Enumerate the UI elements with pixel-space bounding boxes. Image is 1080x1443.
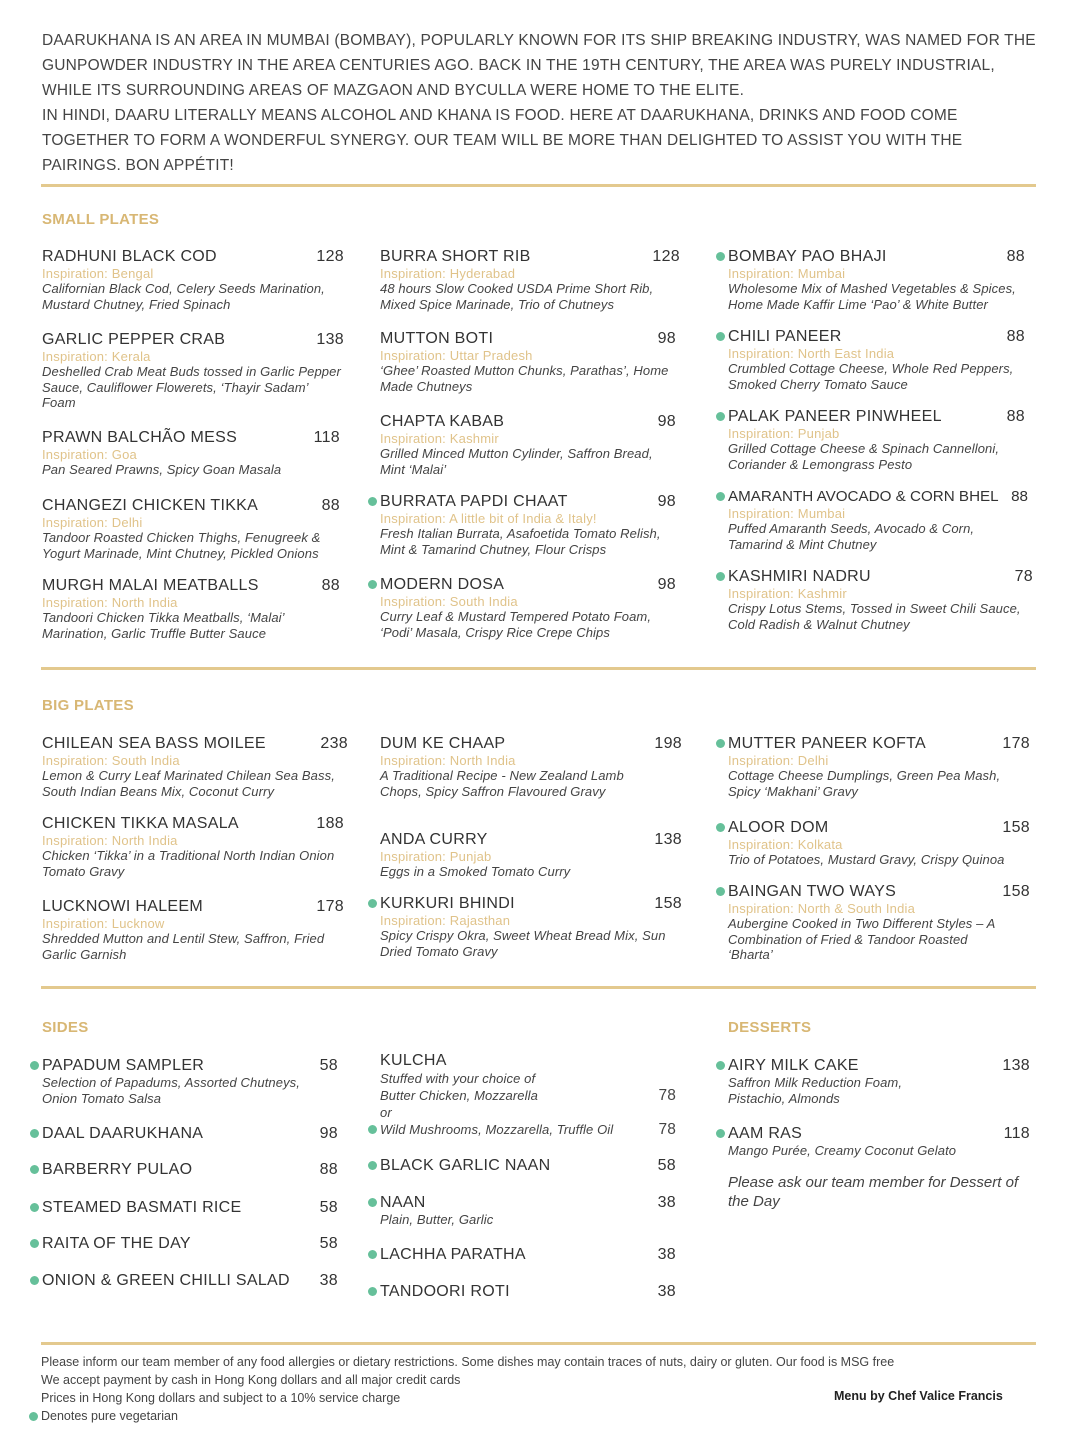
item-name: DUM KE CHAAP: [380, 735, 506, 752]
menu-item: [380, 831, 682, 880]
item-description: Pan Seared Prawns, Spicy Goan Masala: [42, 462, 282, 477]
item-name: BAINGAN TWO WAYS: [728, 883, 897, 900]
item-price: 158: [654, 895, 682, 912]
item-description: Spicy Crispy Okra, Sweet Wheat Bread Mix, Sun Dried Tomato Gravy: [380, 928, 666, 959]
item-price: 58: [319, 1199, 338, 1216]
menu-item: [380, 1246, 676, 1264]
menu-item: [728, 819, 1030, 868]
kulcha-option-2: [380, 1121, 676, 1138]
menu-item: [728, 328, 1025, 392]
item-name: CHANGEZI CHICKEN TIKKA: [42, 497, 259, 514]
item-inspiration: Inspiration: Bengal: [42, 266, 154, 281]
menu-item: [42, 815, 344, 879]
item-description: A Traditional Recipe - New Zealand Lamb Chops, Spicy Saffron Flavoured Gravy: [380, 768, 624, 799]
item-description: Crumbled Cottage Cheese, Whole Red Peppers, Smoked Cherry Tomato Sauce: [728, 361, 1014, 392]
item-name: DAAL DAARUKHANA: [42, 1125, 204, 1142]
menu-item: [728, 735, 1030, 799]
kulcha-option-1-price: 78: [658, 1087, 676, 1104]
item-inspiration: Inspiration: Kashmir: [380, 431, 499, 446]
menu-item: [42, 898, 344, 962]
item-name: PAPADUM SAMPLER: [42, 1057, 205, 1074]
veg-legend: [41, 1407, 894, 1425]
intro-paragraph-1: DAARUKHANA IS AN AREA IN MUMBAI (BOMBAY), POPULARLY KNOWN FOR ITS SHIP BREAKING INDUSTRY, WAS NAMED FOR THE GUNPOWDER INDUSTRY IN THE AREA CENTURIES AGO. BACK IN THE 19TH CENTURY, THE AREA WAS PURELY INDUSTRIAL, WHILE ITS SURROUNDING AREAS OF MAZGAON AND BYCULLA WERE HOME TO THE ELITE.: [42, 32, 1036, 99]
item-price: 38: [657, 1283, 676, 1300]
divider: [41, 1342, 1036, 1345]
item-name: BOMBAY PAO BHAJI: [728, 248, 887, 265]
menu-item: [42, 248, 344, 312]
menu-item: [380, 1283, 676, 1301]
chef-credit: Menu by Chef Valice Francis: [834, 1389, 1003, 1403]
item-name: BURRA SHORT RIB: [380, 248, 531, 265]
item-inspiration: Inspiration: North India: [380, 753, 516, 768]
item-description: Grilled Cottage Cheese & Spinach Cannelloni, Coriander & Lemongrass Pesto: [728, 441, 1000, 472]
item-name: ONION & GREEN CHILLI SALAD: [42, 1272, 290, 1289]
item-inspiration: Inspiration: Delhi: [728, 753, 829, 768]
menu-item: [728, 488, 1028, 552]
divider: [41, 667, 1036, 670]
item-name: NAAN: [380, 1194, 426, 1211]
item-name: CHAPTA KABAB: [380, 413, 505, 430]
item-price: 158: [1002, 819, 1030, 836]
item-description: Aubergine Cooked in Two Different Styles – A Combination of Fried & Tandoor Roasted ‘Bharta’: [728, 916, 995, 962]
item-description: Eggs in a Smoked Tomato Curry: [380, 864, 571, 879]
menu-item: [42, 1235, 338, 1253]
item-name: AIRY MILK CAKE: [728, 1057, 859, 1074]
item-price: 88: [321, 497, 340, 514]
item-inspiration: Inspiration: Kolkata: [728, 837, 843, 852]
item-price: 98: [657, 493, 676, 510]
menu-item: [42, 1199, 338, 1217]
menu-item: [728, 248, 1025, 312]
menu-item: [42, 735, 348, 799]
item-name: RAITA OF THE DAY: [42, 1235, 191, 1252]
item-price: 118: [1003, 1125, 1030, 1142]
item-price: 128: [652, 248, 680, 265]
item-price: 198: [654, 735, 682, 752]
item-price: 88: [1006, 328, 1025, 345]
item-name: AAM RAS: [728, 1125, 803, 1142]
menu-item: [380, 413, 676, 477]
item-inspiration: Inspiration: Punjab: [728, 426, 840, 441]
item-name: LUCKNOWI HALEEM: [42, 898, 203, 915]
item-price: 178: [316, 898, 344, 915]
intro-paragraph-2: IN HINDI, DAARU LITERALLY MEANS ALCOHOL AND KHANA IS FOOD. HERE AT DAARUKHANA, DRINKS AND FOOD COME TOGETHER TO FORM A WONDERFUL SYNERGY. OUR TEAM WILL BE MORE THAN DELIGHTED TO ASSIST YOU WITH THE PAIRINGS. BON APPÉTIT!: [42, 107, 963, 174]
item-inspiration: Inspiration: South India: [42, 753, 180, 768]
section-title-big-plates: BIG PLATES: [42, 697, 134, 714]
allergy-note: Please inform our team member of any food allergies or dietary restrictions. Some dishes may contain traces of nuts, dairy or gluten. Our food is MSG free: [41, 1355, 895, 1369]
menu-item: [380, 1194, 676, 1228]
item-inspiration: Inspiration: Delhi: [42, 515, 143, 530]
item-name: ANDA CURRY: [380, 831, 488, 848]
item-inspiration: Inspiration: South India: [380, 594, 518, 609]
item-price: 88: [1011, 488, 1028, 505]
kulcha-option-1-text: Butter Chicken, Mozzarella: [380, 1088, 538, 1103]
item-description: Fresh Italian Burrata, Asafoetida Tomato Relish, Mint & Tamarind Chutney, Flour Crisps: [380, 526, 661, 557]
item-name: PALAK PANEER PINWHEEL: [728, 408, 942, 425]
item-name: TANDOORI ROTI: [380, 1283, 510, 1300]
item-price: 78: [1014, 568, 1033, 585]
price-note: Prices in Hong Kong dollars and subject to a 10% service charge: [41, 1391, 401, 1405]
dessert-note: Please ask our team member for Dessert of the Day: [728, 1174, 1019, 1210]
item-description: 48 hours Slow Cooked USDA Prime Short Rib, Mixed Spice Marinade, Trio of Chutneys: [380, 281, 654, 312]
item-inspiration: Inspiration: North India: [42, 595, 178, 610]
item-inspiration: Inspiration: Kerala: [42, 349, 151, 364]
item-price: 38: [657, 1246, 676, 1263]
item-inspiration: Inspiration: A little bit of India & Italy!: [380, 511, 597, 526]
item-price: 88: [321, 577, 340, 594]
menu-item: [728, 1057, 1030, 1106]
item-description: Curry Leaf & Mustard Tempered Potato Foam, ‘Podi’ Masala, Crispy Rice Crepe Chips: [380, 609, 652, 640]
item-name: AMARANTH AVOCADO & CORN BHEL: [728, 488, 999, 505]
item-description: Grilled Minced Mutton Cylinder, Saffron Bread, Mint ‘Malai’: [380, 446, 653, 477]
item-name: MUTTON BOTI: [380, 330, 494, 347]
item-inspiration: Inspiration: North East India: [728, 346, 895, 361]
item-name: CHILI PANEER: [728, 328, 842, 345]
item-price: 58: [319, 1235, 338, 1252]
item-price: 138: [1002, 1057, 1030, 1074]
item-description: Deshelled Crab Meat Buds tossed in Garlic Pepper Sauce, Cauliflower Flowerets, ‘Thayir Sadam’ Foam: [42, 364, 341, 410]
item-inspiration: Inspiration: Mumbai: [728, 266, 846, 281]
item-price: 128: [316, 248, 344, 265]
item-inspiration: Inspiration: Mumbai: [728, 506, 846, 521]
item-description: ‘Ghee’ Roasted Mutton Chunks, Parathas’, Home Made Chutneys: [380, 363, 669, 394]
item-name: STEAMED BASMATI RICE: [42, 1199, 242, 1216]
item-description: Californian Black Cod, Celery Seeds Marination, Mustard Chutney, Fried Spinach: [42, 281, 325, 312]
item-name: MURGH MALAI MEATBALLS: [42, 577, 259, 594]
item-name: MODERN DOSA: [380, 576, 505, 593]
item-inspiration: Inspiration: Goa: [42, 447, 137, 462]
section-title-small-plates: SMALL PLATES: [42, 211, 160, 228]
menu-item: [42, 331, 344, 411]
item-price: 98: [657, 330, 676, 347]
item-name: KURKURI BHINDI: [380, 895, 515, 912]
item-inspiration: Inspiration: North & South India: [728, 901, 916, 916]
item-price: 88: [1006, 248, 1025, 265]
item-description: Mango Purée, Creamy Coconut Gelato: [728, 1143, 957, 1158]
menu-item: [380, 493, 676, 557]
item-description: Saffron Milk Reduction Foam, Pistachio, Almonds: [728, 1075, 903, 1106]
divider: [41, 184, 1036, 187]
item-price: 38: [319, 1272, 338, 1289]
item-name: LACHHA PARATHA: [380, 1246, 526, 1263]
menu-item: [380, 1157, 676, 1175]
item-price: 98: [319, 1125, 338, 1142]
item-description: Trio of Potatoes, Mustard Gravy, Crispy Quinoa: [728, 852, 1005, 867]
item-name: BLACK GARLIC NAAN: [380, 1157, 551, 1174]
item-price: 58: [657, 1157, 676, 1174]
menu-item: [728, 1125, 1030, 1159]
item-name: RADHUNI BLACK COD: [42, 248, 217, 265]
payment-note: We accept payment by cash in Hong Kong dollars and all major credit cards: [41, 1373, 461, 1387]
menu-item: [380, 248, 680, 312]
menu-item: [380, 330, 676, 394]
item-name: BURRATA PAPDI CHAAT: [380, 493, 568, 510]
item-inspiration: Inspiration: North India: [42, 833, 178, 848]
item-name: ALOOR DOM: [728, 819, 829, 836]
kulcha-or: or: [380, 1105, 392, 1120]
menu-item: [42, 429, 340, 478]
item-description: Tandoori Chicken Tikka Meatballs, ‘Malai’ Marination, Garlic Truffle Butter Sauce: [42, 610, 284, 641]
item-name: KULCHA: [380, 1052, 447, 1069]
menu-item: [42, 1057, 338, 1106]
item-description: Lemon & Curry Leaf Marinated Chilean Sea Bass, South Indian Beans Mix, Coconut Curry: [42, 768, 335, 799]
item-description: Crispy Lotus Stems, Tossed in Sweet Chili Sauce, Cold Radish & Walnut Chutney: [728, 601, 1021, 632]
menu-item: [728, 568, 1033, 632]
section-title-sides: SIDES: [42, 1019, 89, 1036]
item-price: 98: [657, 576, 676, 593]
item-price: 238: [320, 735, 348, 752]
menu-item: [728, 883, 1030, 963]
item-price: 118: [313, 429, 340, 446]
menu-item: [42, 497, 340, 561]
menu-item: [380, 895, 682, 959]
item-inspiration: Inspiration: Kashmir: [728, 586, 847, 601]
item-name: KASHMIRI NADRU: [728, 568, 871, 585]
item-description: Chicken ‘Tikka’ in a Traditional North Indian Onion Tomato Gravy: [42, 848, 335, 879]
item-price: 178: [1002, 735, 1030, 752]
menu-item: [42, 1125, 338, 1143]
item-name: MUTTER PANEER KOFTA: [728, 735, 927, 752]
item-description: Puffed Amaranth Seeds, Avocado & Corn, Tamarind & Mint Chutney: [728, 521, 975, 552]
item-name: GARLIC PEPPER CRAB: [42, 331, 226, 348]
menu-item: [42, 1272, 338, 1290]
item-name: CHILEAN SEA BASS MOILEE: [42, 735, 266, 752]
item-description: Plain, Butter, Garlic: [380, 1212, 494, 1227]
item-inspiration: Inspiration: Punjab: [380, 849, 492, 864]
item-price: 38: [657, 1194, 676, 1211]
item-inspiration: Inspiration: Lucknow: [42, 916, 165, 931]
menu-item: [380, 735, 682, 799]
item-name: PRAWN BALCHÃO MESS: [42, 429, 238, 446]
item-price: 188: [316, 815, 344, 832]
kulcha-option-2-text: Wild Mushrooms, Mozzarella, Truffle Oil: [380, 1122, 614, 1137]
item-inspiration: Inspiration: Uttar Pradesh: [380, 348, 533, 363]
item-price: 88: [319, 1161, 338, 1178]
menu-item: [42, 577, 340, 641]
item-price: 98: [657, 413, 676, 430]
section-title-desserts: DESSERTS: [728, 1019, 812, 1036]
item-description: Wholesome Mix of Mashed Vegetables & Spices, Home Made Kaffir Lime ‘Pao’ & White Butter: [728, 281, 1016, 312]
item-price: 138: [316, 331, 344, 348]
veg-legend-text: Denotes pure vegetarian: [41, 1409, 178, 1423]
menu-item: [728, 408, 1025, 472]
item-inspiration: Inspiration: Rajasthan: [380, 913, 511, 928]
kulcha-option-2-price: 78: [658, 1121, 676, 1138]
intro: [42, 28, 1042, 178]
menu-item: [380, 576, 676, 640]
item-inspiration: Inspiration: Hyderabad: [380, 266, 516, 281]
item-name: BARBERRY PULAO: [42, 1161, 193, 1178]
item-price: 138: [654, 831, 682, 848]
item-description: Tandoor Roasted Chicken Thighs, Fenugreek & Yogurt Marinade, Mint Chutney, Pickled Onions: [42, 530, 321, 561]
kulcha-item: [380, 1052, 676, 1138]
footer: [41, 1353, 894, 1425]
item-price: 88: [1006, 408, 1025, 425]
item-description: Cottage Cheese Dumplings, Green Pea Mash, Spicy ‘Makhani’ Gravy: [728, 768, 1001, 799]
item-description: Selection of Papadums, Assorted Chutneys, Onion Tomato Salsa: [42, 1075, 300, 1106]
kulcha-subtitle: Stuffed with your choice of: [380, 1071, 536, 1086]
divider: [41, 986, 1036, 989]
item-price: 58: [319, 1057, 338, 1074]
kulcha-option-1: [380, 1087, 676, 1104]
item-price: 158: [1002, 883, 1030, 900]
item-name: CHICKEN TIKKA MASALA: [42, 815, 239, 832]
menu-item: [42, 1161, 338, 1179]
item-description: Shredded Mutton and Lentil Stew, Saffron, Fried Garlic Garnish: [42, 931, 325, 962]
veg-dot-icon: [29, 1412, 38, 1421]
